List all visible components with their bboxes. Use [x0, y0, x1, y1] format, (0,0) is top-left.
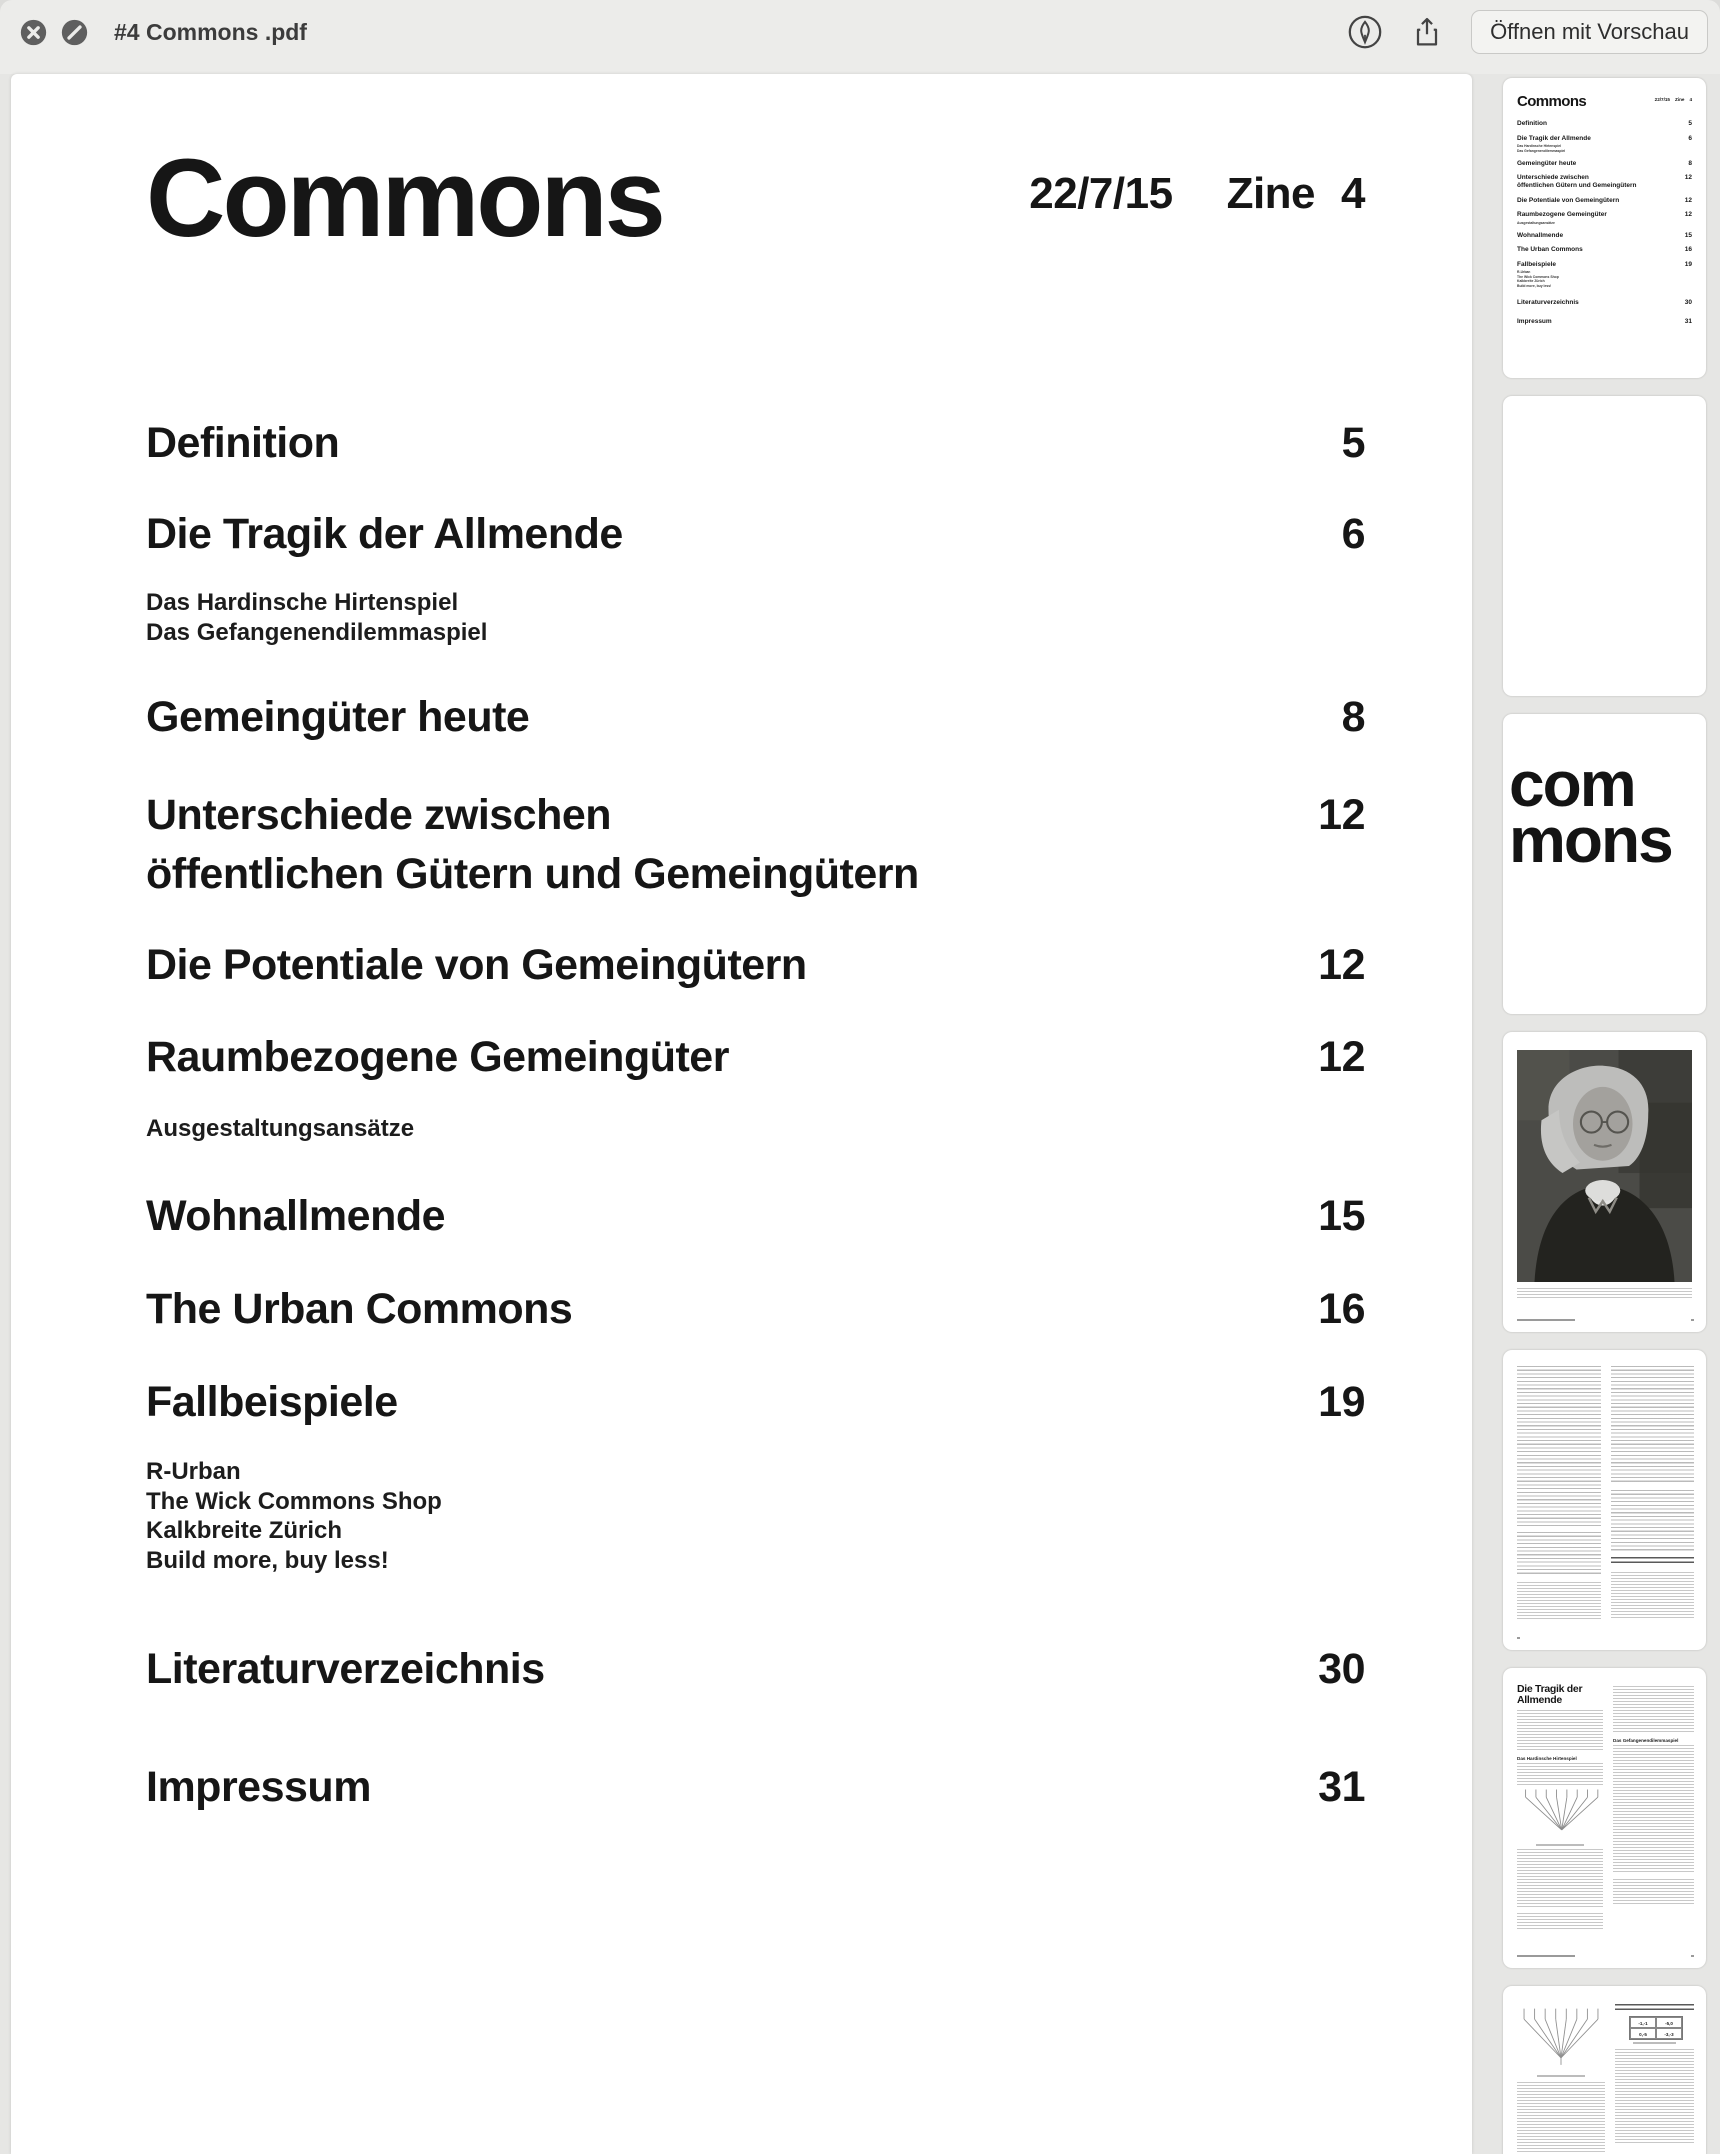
mini-date-text: 22/7/15 — [1654, 97, 1670, 102]
mini-toc-entry: Literaturverzeichnis 30 — [1517, 299, 1692, 306]
toc-entry — [146, 1761, 1365, 1813]
toc-subitems — [146, 1114, 414, 1144]
document-title: Commons — [146, 137, 663, 260]
toc-entry-page: 31 — [1318, 1763, 1365, 1811]
mini-toc-entry: Raumbezogene Gemeingüter 12 — [1517, 211, 1692, 218]
mini-toc-subitems: R-Urban The Wick Commons Shop Kalkbreite Zürich Build more, buy less! — [1517, 270, 1559, 288]
bold-question-lines — [1615, 2004, 1694, 2013]
toc-entry-label: Wohnallmende — [146, 1192, 446, 1240]
open-with-preview-button[interactable]: Öffnen mit Vorschau — [1471, 10, 1708, 54]
text-column-right — [1613, 1684, 1694, 1929]
blocked-icon[interactable] — [61, 19, 88, 46]
document-header — [146, 137, 1365, 260]
text-columns — [1517, 1366, 1694, 1620]
thumbnail-page-toc[interactable] — [1503, 78, 1706, 378]
text-lines — [1613, 1686, 1694, 1734]
text-lines — [1517, 1849, 1603, 1907]
close-icon[interactable] — [20, 19, 47, 46]
toc-entry-page: 16 — [1318, 1285, 1365, 1333]
mini-date-line — [1655, 97, 1692, 102]
toc-entry-page: 12 — [1318, 791, 1365, 839]
text-column-left — [1517, 1366, 1601, 1620]
text-columns — [1517, 1684, 1694, 1929]
footnote-lines — [1611, 1572, 1695, 1618]
diagram-caption-placeholder — [1537, 2075, 1585, 2077]
page-footer — [1517, 1637, 1694, 1640]
footer-page-number-placeholder — [1691, 1319, 1694, 1322]
toc-entry-label: Fallbeispiele — [146, 1378, 398, 1426]
window-title: #4 Commons .pdf — [114, 18, 307, 45]
toolbar — [0, 0, 1720, 74]
issue-name: Zine — [1226, 169, 1316, 218]
thumbnail-page-portrait[interactable] — [1503, 1032, 1706, 1332]
mini-subheading: Das Gefangenendilemmaspiel — [1613, 1738, 1679, 1743]
text-lines — [1611, 1366, 1695, 1484]
payoff-matrix — [1629, 2016, 1683, 2040]
footer-page-number-placeholder — [1691, 1955, 1694, 1958]
page-footer — [1517, 1319, 1694, 1322]
toc-entry-page: 12 — [1318, 941, 1365, 989]
toc-entry — [146, 1283, 1365, 1335]
split-word-line1: com — [1509, 748, 1635, 820]
matrix-cell: -3,-3 — [1656, 2028, 1682, 2039]
mini-toc-page — [1503, 78, 1706, 378]
toc-entry-label: The Urban Commons — [146, 1285, 573, 1333]
toc-subitem: Build more, buy less! — [146, 1546, 389, 1574]
mini-toc-entry: Gemeingüter heute 8 — [1517, 159, 1692, 167]
text-columns — [1517, 2002, 1694, 2154]
text-lines — [1613, 1745, 1694, 1873]
mini-toc-subitems: Ausgestaltungsansätze — [1517, 220, 1555, 225]
toolbar-left-group — [20, 0, 307, 64]
toc-entry-page: 6 — [1341, 510, 1365, 558]
matrix-cell: 0,-5 — [1630, 2028, 1656, 2039]
toc-entry-label: Gemeingüter heute — [146, 693, 530, 741]
toc-entry-page: 5 — [1341, 419, 1365, 467]
mini-toc-header — [1517, 94, 1692, 109]
mini-toc-entry: Wohnallmende 15 — [1517, 231, 1692, 239]
text-lines — [1517, 2082, 1605, 2154]
toc-subitem: Ausgestaltungsansätze — [146, 1115, 415, 1142]
toc-entry — [146, 508, 1365, 560]
mini-doc-title: Commons — [1517, 93, 1587, 110]
page-footer — [1517, 1955, 1694, 1958]
toc-entry — [146, 939, 1365, 991]
pdf-page — [11, 74, 1472, 2154]
photo-caption-lines — [1517, 1288, 1692, 1299]
mini-issue-name: Zine — [1674, 97, 1685, 102]
footer-page-number-placeholder — [1517, 1637, 1520, 1640]
toc-subitem: Kalkbreite Zürich — [146, 1517, 343, 1544]
markup-pen-icon[interactable] — [1347, 14, 1383, 50]
footer-text-placeholder — [1517, 1319, 1575, 1322]
toc-entry — [146, 691, 1365, 743]
thumbnail-page-commons-word[interactable] — [1503, 714, 1706, 1014]
text-lines — [1611, 1490, 1695, 1552]
mini-page-heading: Die Tragik der Allmende — [1517, 1683, 1583, 1707]
mini-toc-subitems: Das Hardinsche Hirtenspiel Das Gefangenendilemmaspiel — [1517, 144, 1566, 153]
footnote-lines — [1613, 1879, 1694, 1905]
mini-toc-entry: Unterschiede zwischen öffentlichen Gütern und Gemeingütern 12 — [1517, 174, 1692, 189]
split-word — [1509, 748, 1706, 877]
toc-entry-label — [146, 786, 919, 904]
toc-entry-page: 19 — [1318, 1378, 1365, 1426]
toc-entry-label: Definition — [146, 419, 340, 467]
portrait-photo — [1517, 1050, 1692, 1282]
matrix-caption-placeholder — [1633, 2042, 1676, 2044]
mini-toc-entry: Die Tragik der Allmende 6 — [1517, 134, 1692, 142]
toc-entry — [146, 1643, 1365, 1695]
matrix-cell: -1,-1 — [1630, 2017, 1656, 2028]
text-column-right — [1611, 1366, 1695, 1620]
text-lines — [1615, 2049, 1694, 2145]
footnote-lines — [1517, 1913, 1603, 1929]
mini-toc-entry: Impressum 31 — [1517, 318, 1692, 325]
footer-text-placeholder — [1517, 1955, 1575, 1958]
toc-entry-page: 30 — [1318, 1645, 1365, 1693]
toc-entry-label: Die Potentiale von Gemeingütern — [146, 941, 807, 989]
toc-entry-page: 8 — [1341, 693, 1365, 741]
toc-subitem: Das Hardinsche Hirtenspiel — [146, 589, 459, 616]
mini-toc-entry: Die Potentiale von Gemeingütern 12 — [1517, 196, 1692, 204]
matrix-cell: -5,0 — [1656, 2017, 1682, 2028]
diagram-caption-placeholder — [1536, 1844, 1583, 1846]
mini-toc-entry: Fallbeispiele 19 — [1517, 260, 1692, 268]
toc-entry-page: 15 — [1318, 1192, 1365, 1240]
issue-number: 4 — [1341, 169, 1365, 218]
date-issue-line — [1029, 169, 1365, 218]
text-lines — [1517, 1532, 1601, 1574]
toc-entry-page: 12 — [1318, 1033, 1365, 1081]
toc-entry-label-line1: Unterschiede zwischen — [146, 791, 612, 839]
toc-entry-label: Raumbezogene Gemeingüter — [146, 1033, 729, 1081]
toc-entry-label: Literaturverzeichnis — [146, 1645, 545, 1693]
toc-entry — [146, 1376, 1365, 1428]
bold-quote-lines — [1611, 1557, 1695, 1566]
text-column-left — [1517, 1684, 1603, 1929]
footnote-lines — [1517, 1582, 1601, 1620]
toc-entry — [146, 417, 1365, 469]
toc-entry — [146, 786, 1365, 904]
toc-entry-label: Die Tragik der Allmende — [146, 510, 623, 558]
thumbnail-page-text[interactable] — [1503, 1350, 1706, 1650]
toc-entry — [146, 1031, 1365, 1083]
mini-issue-number: 4 — [1689, 97, 1692, 102]
toc-entry — [146, 1190, 1365, 1242]
toc-entry-label: Impressum — [146, 1763, 371, 1811]
thumbnail-page-diagram[interactable] — [1503, 1986, 1706, 2154]
text-lines — [1517, 1763, 1603, 1785]
mini-subheading: Das Hardinsche Hirtenspiel — [1517, 1756, 1577, 1762]
toc-subitem: Das Gefangenendilemmaspiel — [146, 619, 488, 646]
toc-content — [146, 74, 1365, 2154]
text-lines — [1517, 1710, 1603, 1752]
tree-diagram-small — [1517, 1785, 1603, 1837]
thumbnail-page-blank[interactable] — [1503, 396, 1706, 696]
toc-subitems — [146, 588, 487, 648]
mini-toc-body — [1517, 120, 1692, 326]
share-icon[interactable] — [1409, 14, 1445, 50]
thumbnail-sidebar — [1503, 0, 1706, 2154]
mini-toc-entry: The Urban Commons 16 — [1517, 246, 1692, 253]
thumbnail-page-tragik[interactable] — [1503, 1668, 1706, 1968]
text-column-left — [1517, 2002, 1605, 2154]
mini-toc-entry: Definition 5 — [1517, 120, 1692, 127]
toc-subitems — [146, 1457, 442, 1575]
tree-diagram-large — [1517, 2002, 1605, 2068]
date-text: 22/7/15 — [1029, 169, 1173, 218]
toc-entry-label-line2: öffentlichen Gütern und Gemeingütern — [146, 850, 919, 898]
split-word-line2: mons — [1509, 804, 1672, 877]
toc-subitem: R-Urban — [146, 1458, 241, 1485]
toc-subitem: The Wick Commons Shop — [146, 1487, 442, 1515]
text-lines — [1517, 1366, 1601, 1526]
text-column-right — [1615, 2002, 1694, 2154]
